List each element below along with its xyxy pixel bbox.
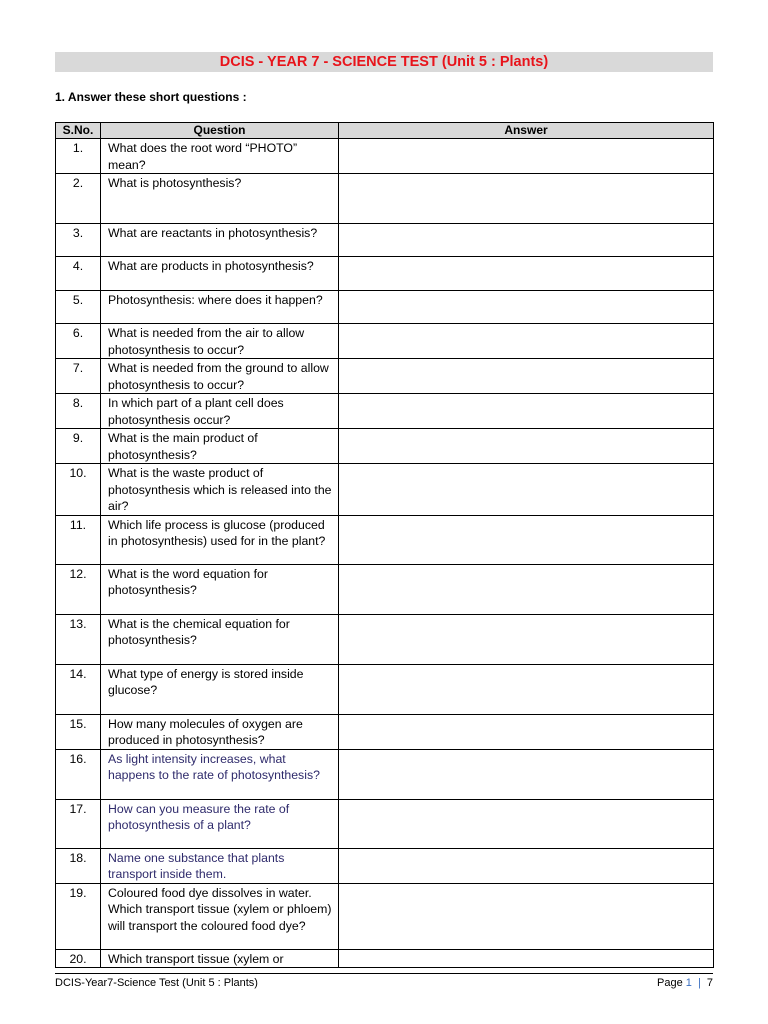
footer-divider xyxy=(55,973,713,974)
row-question: Which transport tissue (xylem or xyxy=(101,949,339,968)
row-sno: 11. xyxy=(56,515,101,564)
row-question: How can you measure the rate of photosynthesis of a plant? xyxy=(101,799,339,848)
row-sno: 10. xyxy=(56,464,101,516)
answer-cell[interactable] xyxy=(339,174,714,224)
table-row xyxy=(56,464,714,516)
answer-cell[interactable] xyxy=(339,257,714,291)
row-question: What is the word equation for photosynthesis? xyxy=(101,564,339,614)
page-separator: | xyxy=(697,977,701,989)
answer-cell[interactable] xyxy=(339,224,714,257)
row-question: What type of energy is stored inside glucose? xyxy=(101,664,339,714)
row-question: What is photosynthesis? xyxy=(101,174,339,224)
table-header-row xyxy=(56,123,714,139)
answer-cell[interactable] xyxy=(339,429,714,464)
table-row xyxy=(56,949,714,968)
answer-cell[interactable] xyxy=(339,749,714,799)
answer-cell[interactable] xyxy=(339,139,714,174)
table-row xyxy=(56,664,714,714)
table-row xyxy=(56,359,714,394)
row-question: Photosynthesis: where does it happen? xyxy=(101,291,339,324)
section-heading: 1. Answer these short questions : xyxy=(55,90,247,104)
row-sno: 16. xyxy=(56,749,101,799)
row-sno: 17. xyxy=(56,799,101,848)
answer-cell[interactable] xyxy=(339,394,714,429)
row-sno: 6. xyxy=(56,324,101,359)
header-question: Question xyxy=(101,123,339,139)
table-row xyxy=(56,564,714,614)
table-row xyxy=(56,257,714,291)
answer-cell[interactable] xyxy=(339,324,714,359)
row-sno: 7. xyxy=(56,359,101,394)
page-label: Page xyxy=(657,977,683,989)
row-sno: 1. xyxy=(56,139,101,174)
row-question: Which life process is glucose (produced in photosynthesis) used for in the plant? xyxy=(101,515,339,564)
answer-cell[interactable] xyxy=(339,949,714,968)
table-row xyxy=(56,848,714,883)
row-question: How many molecules of oxygen are produced in photosynthesis? xyxy=(101,714,339,749)
questions-table xyxy=(55,122,714,968)
table-row xyxy=(56,429,714,464)
answer-cell[interactable] xyxy=(339,515,714,564)
row-question: What are reactants in photosynthesis? xyxy=(101,224,339,257)
row-question: What is the chemical equation for photosynthesis? xyxy=(101,614,339,664)
row-sno: 19. xyxy=(56,883,101,949)
answer-cell[interactable] xyxy=(339,464,714,516)
row-sno: 15. xyxy=(56,714,101,749)
table-row xyxy=(56,883,714,949)
row-sno: 13. xyxy=(56,614,101,664)
table-row xyxy=(56,174,714,224)
row-sno: 12. xyxy=(56,564,101,614)
total-pages: 7 xyxy=(706,977,713,989)
header-sno: S.No. xyxy=(56,123,101,139)
row-question: What does the root word “PHOTO” mean? xyxy=(101,139,339,174)
row-sno: 5. xyxy=(56,291,101,324)
answer-cell[interactable] xyxy=(339,714,714,749)
table-row xyxy=(56,394,714,429)
answer-cell[interactable] xyxy=(339,848,714,883)
table-row xyxy=(56,714,714,749)
answer-cell[interactable] xyxy=(339,359,714,394)
answer-cell[interactable] xyxy=(339,564,714,614)
answer-cell[interactable] xyxy=(339,664,714,714)
row-sno: 4. xyxy=(56,257,101,291)
footer-page-indicator xyxy=(657,977,713,989)
row-question: What are products in photosynthesis? xyxy=(101,257,339,291)
table-row xyxy=(56,224,714,257)
header-answer: Answer xyxy=(339,123,714,139)
row-sno: 18. xyxy=(56,848,101,883)
table-row xyxy=(56,139,714,174)
answer-cell[interactable] xyxy=(339,799,714,848)
answer-cell[interactable] xyxy=(339,291,714,324)
table-row xyxy=(56,799,714,848)
table-row xyxy=(56,749,714,799)
row-sno: 20. xyxy=(56,949,101,968)
table-row xyxy=(56,614,714,664)
table-row xyxy=(56,324,714,359)
page-number: 1 xyxy=(685,977,692,989)
row-sno: 2. xyxy=(56,174,101,224)
row-question: Name one substance that plants transport inside them. xyxy=(101,848,339,883)
row-question: Coloured food dye dissolves in water. Which transport tissue (xylem or phloem) will transport the coloured food dye? xyxy=(101,883,339,949)
row-sno: 8. xyxy=(56,394,101,429)
row-sno: 14. xyxy=(56,664,101,714)
row-sno: 9. xyxy=(56,429,101,464)
footer-document-name: DCIS-Year7-Science Test (Unit 5 : Plants) xyxy=(55,977,258,989)
row-question: As light intensity increases, what happens to the rate of photosynthesis? xyxy=(101,749,339,799)
row-question: What is the waste product of photosynthesis which is released into the air? xyxy=(101,464,339,516)
table-row xyxy=(56,515,714,564)
answer-cell[interactable] xyxy=(339,883,714,949)
document-title: DCIS - YEAR 7 - SCIENCE TEST (Unit 5 : Plants) xyxy=(55,52,713,72)
row-sno: 3. xyxy=(56,224,101,257)
row-question: What is needed from the ground to allow photosynthesis to occur? xyxy=(101,359,339,394)
table-row xyxy=(56,291,714,324)
row-question: In which part of a plant cell does photosynthesis occur? xyxy=(101,394,339,429)
row-question: What is the main product of photosynthesis? xyxy=(101,429,339,464)
answer-cell[interactable] xyxy=(339,614,714,664)
row-question: What is needed from the air to allow photosynthesis to occur? xyxy=(101,324,339,359)
